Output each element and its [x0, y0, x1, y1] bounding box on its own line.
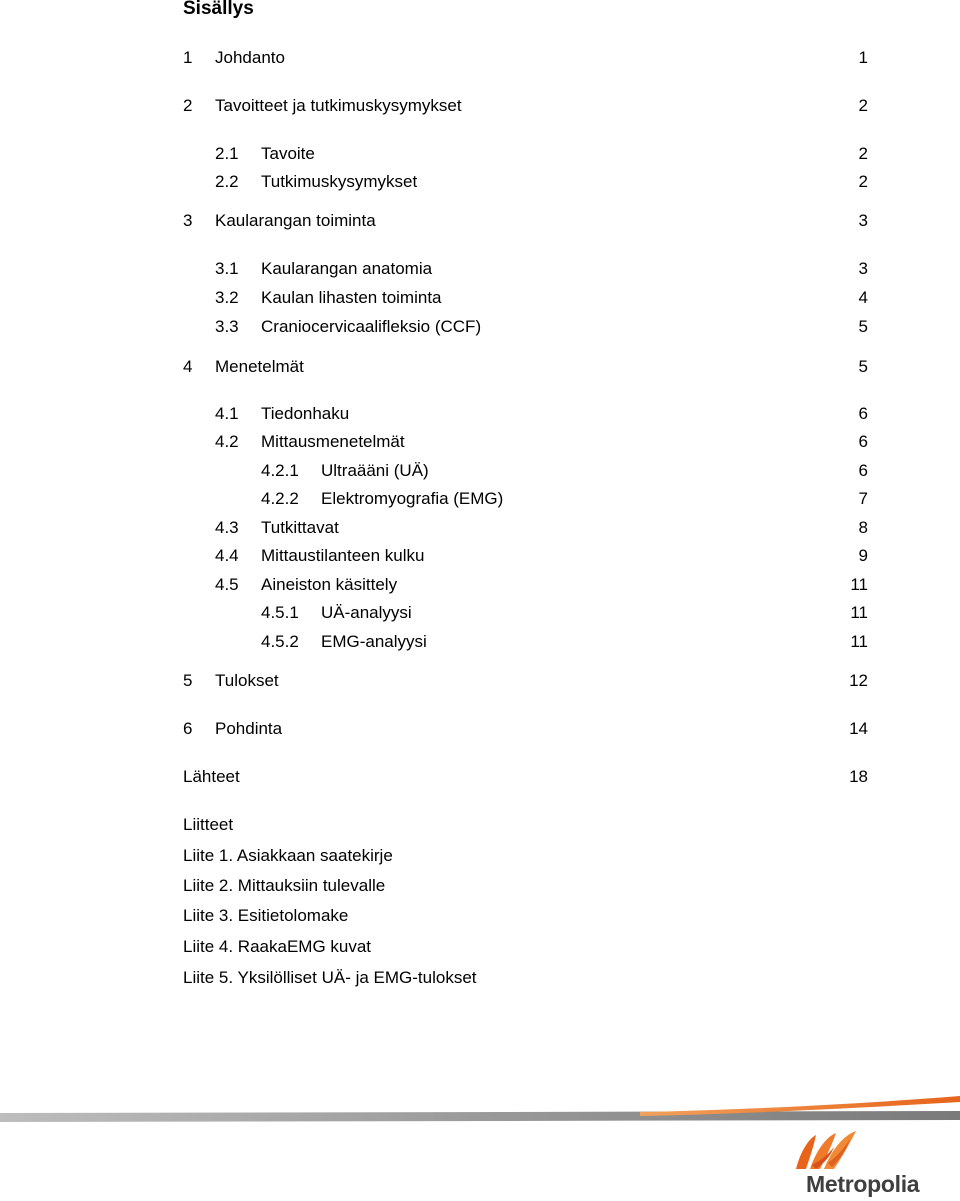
toc-text: Mittausmenetelmät: [261, 432, 405, 451]
toc-text: Pohdinta: [215, 719, 283, 738]
toc-page: 3: [858, 259, 868, 278]
toc-text: Johdanto: [215, 48, 285, 67]
toc-page: 8: [858, 518, 868, 537]
toc-entry: [0, 286, 868, 310]
toc-page: 2: [858, 96, 868, 115]
toc-title: Sisällys: [183, 0, 254, 19]
toc-number: 1: [183, 48, 193, 67]
toc-page: 1: [858, 48, 868, 67]
appendix-item: Liite 1. Asiakkaan saatekirje: [183, 846, 393, 865]
toc-text: Kaularangan anatomia: [261, 259, 433, 278]
toc-number: 2: [183, 96, 193, 115]
appendices-heading: Liitteet: [183, 815, 234, 834]
toc-page: 6: [858, 404, 868, 423]
toc-text: UÄ-analyysi: [321, 603, 412, 622]
toc-entry: [0, 765, 868, 789]
toc-number: 4.5: [215, 575, 239, 594]
toc-number: 3.2: [215, 288, 239, 307]
toc-page: 6: [858, 432, 868, 451]
toc-page: 3: [858, 211, 868, 230]
toc-entry: [0, 430, 868, 454]
toc-text: Tavoite: [261, 144, 315, 163]
toc-page: 11: [850, 603, 868, 622]
toc-text: Tutkimuskysymykset: [261, 172, 418, 191]
toc-text: Kaulan lihasten toiminta: [261, 288, 442, 307]
toc-number: 4: [183, 357, 193, 376]
toc-number: 4.2.1: [261, 461, 299, 480]
toc-entry: [0, 170, 868, 194]
toc-text: Tulokset: [215, 671, 279, 690]
footer-gray-stripe: [0, 1111, 960, 1122]
toc-page: 9: [858, 546, 868, 565]
toc-text: Tiedonhaku: [261, 404, 350, 423]
toc-entry: [0, 94, 868, 118]
metropolia-logo-text: Metropolia: [806, 1171, 920, 1197]
toc-entry: [0, 669, 868, 693]
toc-number: 5: [183, 671, 193, 690]
toc-text: Ultraääni (UÄ): [321, 461, 429, 480]
toc-number: 2.2: [215, 172, 239, 191]
toc-text: Tavoitteet ja tutkimuskysymykset: [215, 96, 462, 115]
toc-number: 3.1: [215, 259, 239, 278]
appendix-item: Liite 2. Mittauksiin tulevalle: [183, 876, 386, 895]
toc-page: 18: [849, 767, 868, 786]
toc-text: Elektromyografia (EMG): [321, 489, 504, 508]
toc-number: 4.5.1: [261, 603, 299, 622]
toc-text: Lähteet: [183, 767, 240, 786]
appendix-item: Liite 5. Yksilölliset UÄ- ja EMG-tulokset: [183, 968, 477, 987]
toc-page: 6: [858, 461, 868, 480]
toc-number: 4.4: [215, 546, 239, 565]
toc-page: 2: [858, 172, 868, 191]
toc-entry: [0, 487, 868, 511]
toc-entry: [0, 459, 868, 483]
toc-page: 7: [858, 489, 868, 508]
appendix-item: Liite 4. RaakaEMG kuvat: [183, 937, 372, 956]
toc-text: Craniocervicaalifleksio (CCF): [261, 317, 482, 336]
footer-stripes: [0, 1090, 960, 1130]
toc-entry: [0, 257, 868, 281]
toc-text: Aineiston käsittely: [261, 575, 398, 594]
toc-page: 4: [858, 288, 868, 307]
toc-text: Kaularangan toiminta: [215, 211, 376, 230]
toc-page: 12: [849, 671, 868, 690]
toc-page: 5: [858, 357, 868, 376]
toc-entry: [0, 402, 868, 426]
toc-page: 14: [849, 719, 868, 738]
toc-entry: [0, 46, 868, 70]
toc-entry: [0, 573, 868, 597]
toc-text: Mittaustilanteen kulku: [261, 546, 425, 565]
toc-page: 11: [850, 575, 868, 594]
toc-page: 11: [850, 632, 868, 651]
toc-entry: [0, 209, 868, 233]
toc-entry: [0, 630, 868, 654]
toc-number: 3.3: [215, 317, 239, 336]
toc-entry: [0, 315, 868, 339]
toc-page: 2: [858, 144, 868, 163]
toc-number: 2.1: [215, 144, 239, 163]
toc-text: Tutkittavat: [261, 518, 339, 537]
toc-entry: [0, 544, 868, 568]
toc-number: 6: [183, 719, 193, 738]
toc-number: 4.1: [215, 404, 239, 423]
toc-entry: [0, 142, 868, 166]
toc-text: Menetelmät: [215, 357, 304, 376]
toc-page: 5: [858, 317, 868, 336]
toc-number: 3: [183, 211, 193, 230]
toc-entry: [0, 355, 868, 379]
toc-number: 4.2: [215, 432, 239, 451]
toc-text: EMG-analyysi: [321, 632, 427, 651]
toc-number: 4.5.2: [261, 632, 299, 651]
toc-number: 4.3: [215, 518, 239, 537]
toc-entry: [0, 516, 868, 540]
appendix-item: Liite 3. Esitietolomake: [183, 906, 349, 925]
toc-entry: [0, 601, 868, 625]
toc-number: 4.2.2: [261, 489, 299, 508]
toc-entry: [0, 717, 868, 741]
